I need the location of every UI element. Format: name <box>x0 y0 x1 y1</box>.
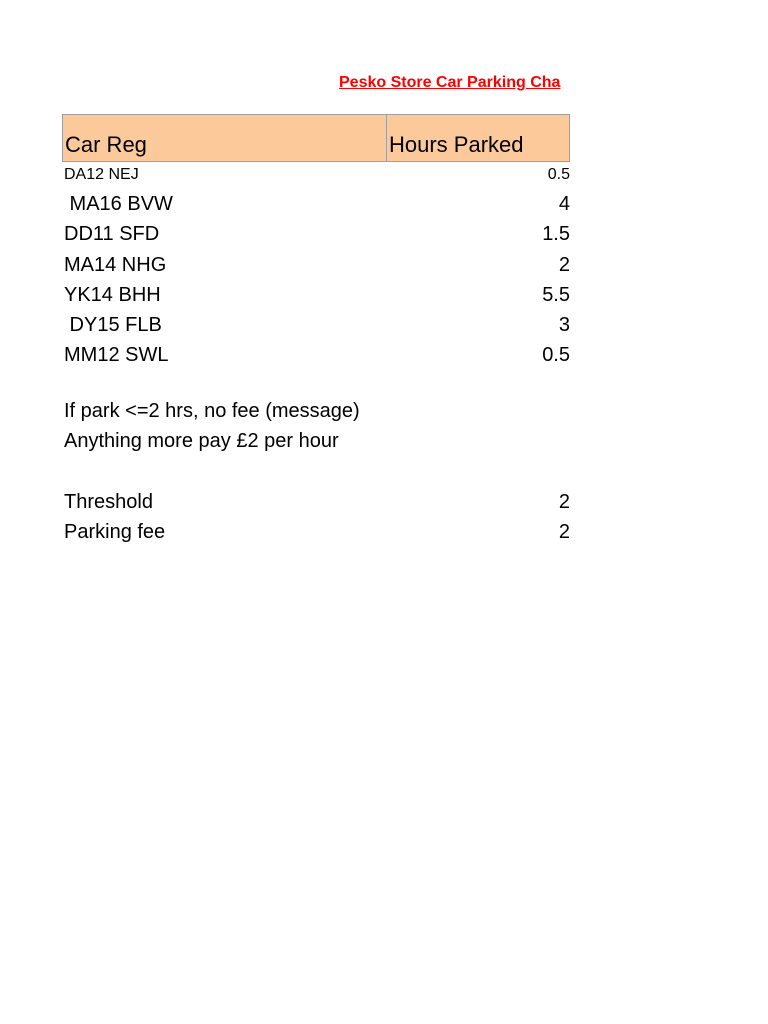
parking-fee-label[interactable]: Parking fee <box>64 521 166 543</box>
parking-fee-row <box>62 519 570 545</box>
car-reg-cell[interactable]: YK14 BHH <box>64 284 161 306</box>
car-reg-cell[interactable]: MM12 SWL <box>64 344 169 366</box>
column-header-car-reg[interactable]: Car Reg <box>62 114 387 162</box>
hours-parked-cell[interactable]: 3 <box>558 314 570 336</box>
table-row <box>62 282 570 308</box>
hours-parked-cell[interactable]: 5.5 <box>542 284 570 306</box>
table-row <box>62 221 570 247</box>
table-header-row <box>62 114 570 162</box>
hours-parked-cell[interactable]: 0.5 <box>547 166 570 183</box>
table-row <box>62 191 570 217</box>
car-reg-cell[interactable]: DY15 FLB <box>64 314 162 336</box>
car-reg-cell[interactable]: DD11 SFD <box>64 223 160 245</box>
threshold-value[interactable]: 2 <box>558 491 570 513</box>
table-row <box>62 312 570 338</box>
column-header-hours-parked[interactable]: Hours Parked <box>387 114 570 162</box>
table-row <box>62 164 570 186</box>
threshold-row <box>62 489 570 515</box>
car-reg-cell[interactable]: DA12 NEJ <box>64 166 139 183</box>
hours-parked-cell[interactable]: 1.5 <box>542 223 570 245</box>
car-reg-cell[interactable]: MA14 NHG <box>64 254 167 276</box>
hours-parked-cell[interactable]: 4 <box>558 193 570 215</box>
sheet-title: Pesko Store Car Parking Cha <box>339 74 561 91</box>
threshold-label[interactable]: Threshold <box>64 491 153 513</box>
table-row <box>62 252 570 278</box>
hours-parked-cell[interactable]: 0.5 <box>542 344 570 366</box>
rule-note-2[interactable]: Anything more pay £2 per hour <box>64 430 339 452</box>
table-row <box>62 342 570 368</box>
rule-note-1[interactable]: If park <=2 hrs, no fee (message) <box>64 400 360 422</box>
car-reg-cell[interactable]: MA16 BVW <box>64 193 173 215</box>
parking-fee-value[interactable]: 2 <box>558 521 570 543</box>
hours-parked-cell[interactable]: 2 <box>558 254 570 276</box>
